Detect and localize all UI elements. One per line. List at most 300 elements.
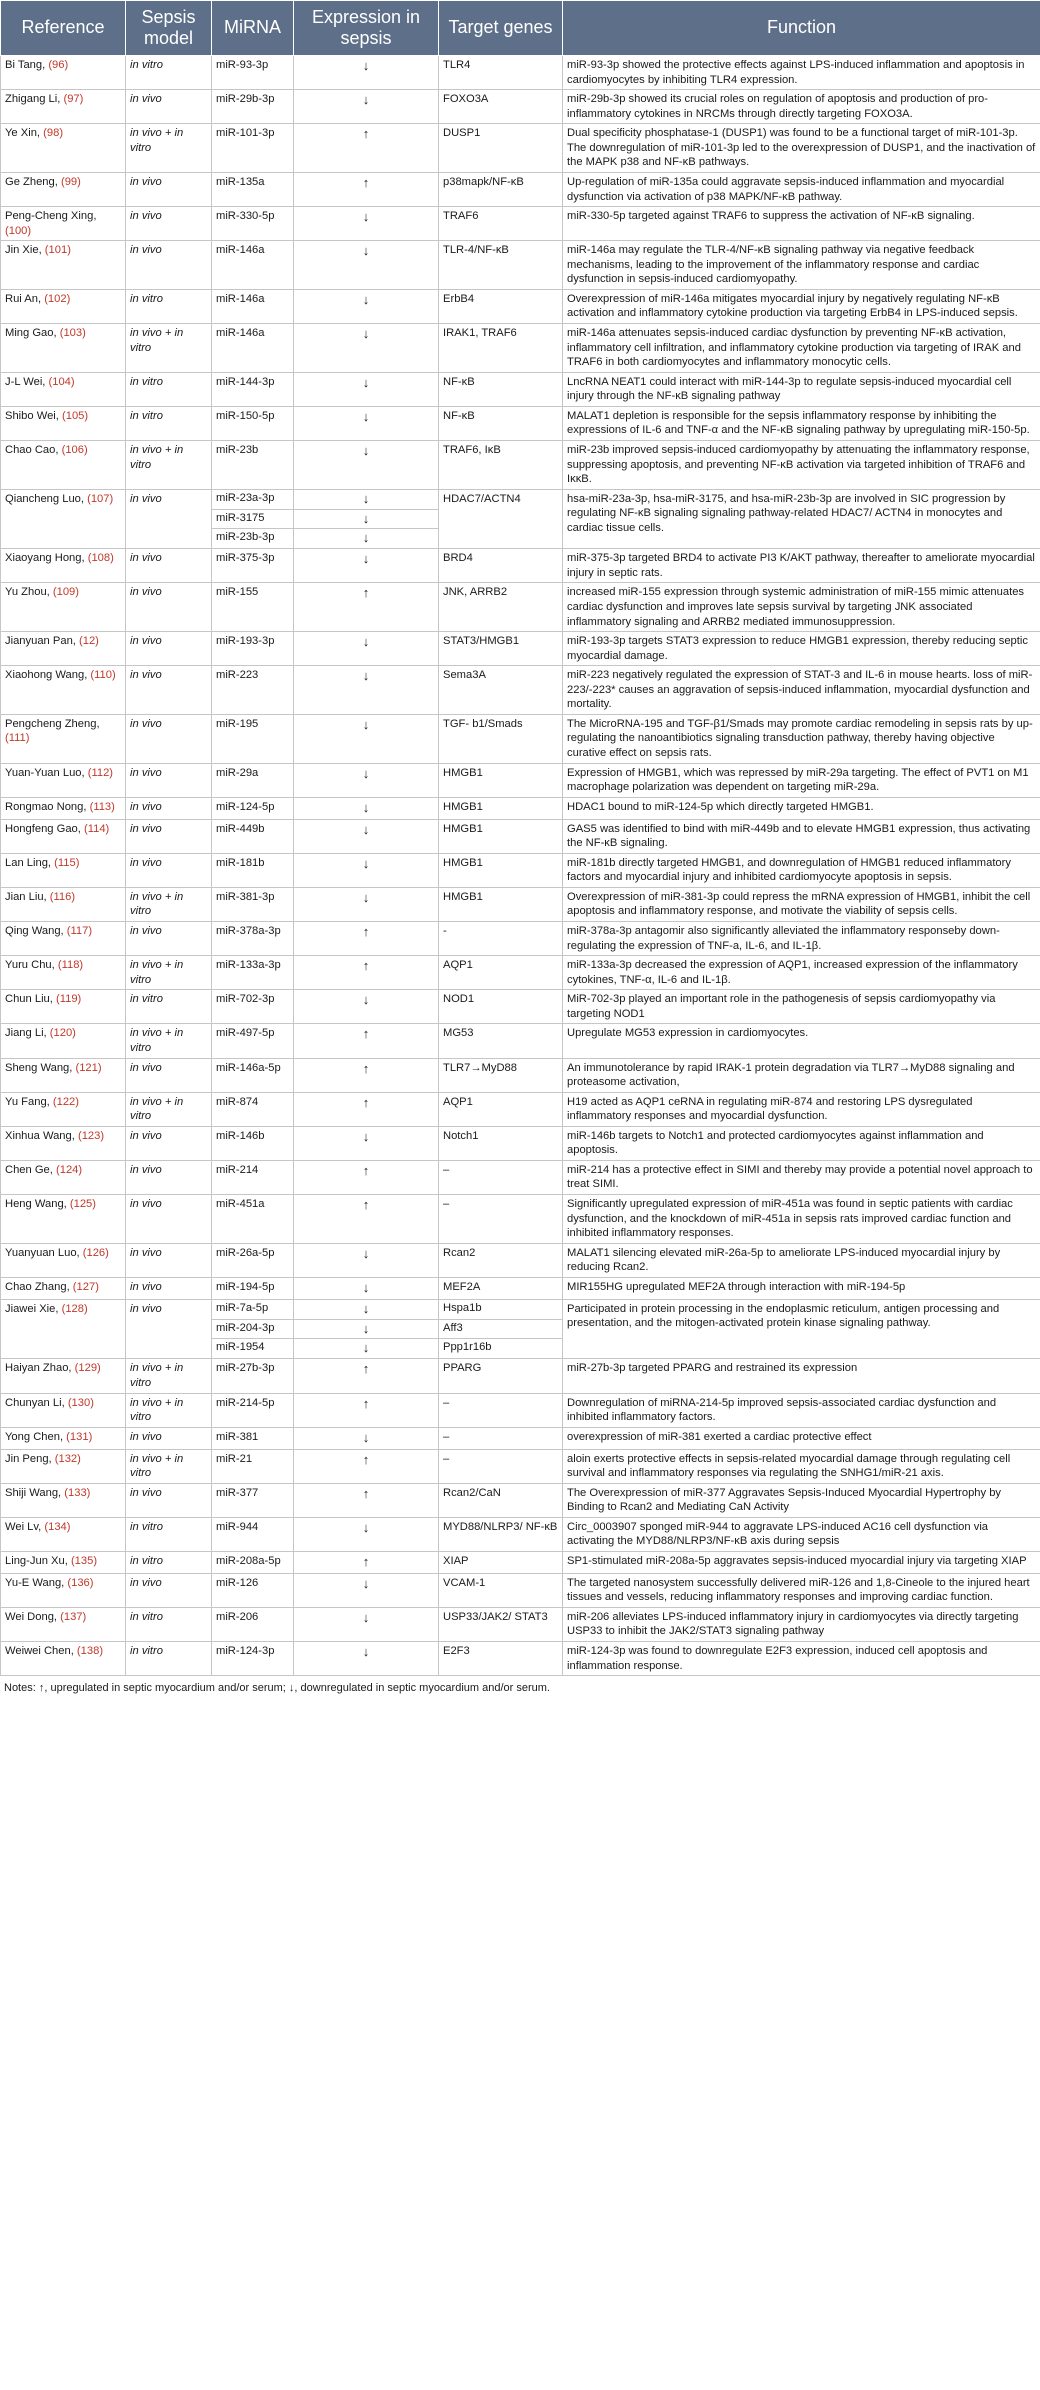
reference-cell — [1, 763, 126, 797]
reference-cell — [1, 289, 126, 323]
reference-citation-link[interactable]: (131) — [66, 1430, 93, 1443]
reference-cell — [1, 583, 126, 632]
reference-author: Qing Wang, — [5, 925, 67, 937]
reference-cell — [1, 1449, 126, 1483]
reference-cell — [1, 887, 126, 921]
reference-cell — [1, 1243, 126, 1277]
reference-citation-link[interactable]: (109) — [52, 586, 80, 599]
target-genes-cell: AQP1 — [439, 1092, 563, 1126]
sepsis-model-cell: in vivo — [126, 207, 212, 241]
sepsis-model-cell: in vivo + in vitro — [126, 1449, 212, 1483]
table-row — [1, 440, 1040, 489]
header-sepsis-model: Sepsis model — [126, 1, 212, 56]
reference-citation-link[interactable]: (133) — [64, 1486, 91, 1499]
expression-cell: ↑ — [294, 1024, 439, 1058]
table-row — [1, 1642, 1040, 1676]
sepsis-model-cell: in vivo + in vitro — [126, 440, 212, 489]
target-genes-cell: – — [439, 1160, 563, 1194]
expression-cell: ↓ — [294, 529, 439, 549]
reference-citation-link[interactable]: (108) — [87, 552, 114, 565]
table-row — [1, 549, 1040, 583]
reference-author: Chao Cao, — [5, 443, 62, 456]
sepsis-model-cell: in vivo + in vitro — [126, 124, 212, 173]
target-genes-cell: USP33/JAK2/ STAT3 — [439, 1607, 563, 1641]
table-row — [1, 1058, 1040, 1092]
expression-cell: ↑ — [294, 1058, 439, 1092]
reference-author: Xiaoyang Hong, — [5, 552, 88, 565]
target-genes-cell: AQP1 — [439, 956, 563, 990]
reference-author: Chun Liu, — [5, 993, 56, 1006]
sepsis-model-cell: in vivo — [126, 1299, 212, 1359]
reference-cell — [1, 1517, 126, 1551]
reference-citation-link[interactable]: (99) — [60, 175, 81, 188]
sepsis-model-cell: in vivo + in vitro — [126, 1024, 212, 1058]
mirna-cell: miR-23a-3p — [212, 489, 294, 509]
reference-citation-link[interactable]: (110) — [90, 669, 116, 682]
sepsis-model-cell: in vitro — [126, 56, 212, 90]
mirna-cell: miR-155 — [212, 583, 294, 632]
target-genes-cell: NF-κB — [439, 406, 563, 440]
sepsis-model-cell: in vivo — [126, 1483, 212, 1517]
mirna-cell: miR-944 — [212, 1517, 294, 1551]
table-row — [1, 1517, 1040, 1551]
sepsis-model-cell: in vivo — [126, 1195, 212, 1244]
reference-citation-link[interactable]: (105) — [62, 409, 89, 422]
table-row — [1, 1359, 1040, 1393]
reference-citation-link[interactable]: (130) — [67, 1396, 94, 1409]
reference-citation-link[interactable]: (101) — [44, 244, 71, 257]
sepsis-model-cell: in vivo — [126, 763, 212, 797]
expression-cell: ↑ — [294, 1393, 439, 1427]
table-row — [1, 207, 1040, 241]
reference-cell — [1, 1483, 126, 1517]
function-cell: overexpression of miR-381 exerted a cardiac protective effect — [563, 1427, 1040, 1449]
function-cell: Upregulate MG53 expression in cardiomyocytes. — [563, 1024, 1040, 1058]
reference-citation-link[interactable]: (135) — [70, 1554, 98, 1567]
reference-citation-link[interactable]: (12) — [79, 635, 99, 648]
function-cell: LncRNA NEAT1 could interact with miR-144-3p to regulate sepsis-induced myocardial cell injury through the NF-κB signaling pathway — [563, 372, 1040, 406]
table-row — [1, 124, 1040, 173]
target-genes-cell: – — [439, 1449, 563, 1483]
function-cell: H19 acted as AQP1 ceRNA in regulating miR-874 and restoring LPS dysregulated inflammatory responses and myocardial dysfunction. — [563, 1092, 1040, 1126]
mirna-cell: miR-146b — [212, 1126, 294, 1160]
reference-citation-link[interactable]: (124) — [56, 1163, 83, 1176]
table-row — [1, 1299, 1040, 1319]
reference-citation-link[interactable]: (126) — [82, 1246, 109, 1259]
mirna-cell: miR-206 — [212, 1607, 294, 1641]
expression-cell: ↑ — [294, 956, 439, 990]
target-genes-cell: Ppp1r16b — [439, 1339, 563, 1359]
table-row — [1, 797, 1040, 819]
reference-citation-link[interactable]: (114) — [84, 822, 110, 835]
reference-citation-link[interactable]: (115) — [54, 856, 80, 869]
table-row — [1, 1551, 1040, 1573]
target-genes-cell: BRD4 — [439, 549, 563, 583]
function-cell: MALAT1 silencing elevated miR-26a-5p to ameliorate LPS-induced myocardial injury by reducing Rcan2. — [563, 1243, 1040, 1277]
expression-cell: ↑ — [294, 1195, 439, 1244]
reference-author: Shibo Wei, — [5, 409, 63, 422]
expression-cell: ↓ — [294, 56, 439, 90]
table-row — [1, 1607, 1040, 1641]
expression-cell: ↓ — [294, 763, 439, 797]
expression-cell: ↓ — [294, 1319, 439, 1339]
reference-citation-link[interactable]: (97) — [63, 93, 84, 106]
mirna-cell: miR-27b-3p — [212, 1359, 294, 1393]
reference-author: Ge Zheng, — [5, 175, 61, 188]
target-genes-cell: VCAM-1 — [439, 1573, 563, 1607]
target-genes-cell: HMGB1 — [439, 887, 563, 921]
header-mirna: MiRNA — [212, 1, 294, 56]
reference-citation-link[interactable]: (117) — [66, 925, 93, 937]
function-cell: miR-181b directly targeted HMGB1, and downregulation of HMGB1 reduced inflammatory factors and myocardial injury and inhibited cardiomyocyte apoptosis in sepsis. — [563, 853, 1040, 887]
reference-citation-link[interactable]: (104) — [48, 375, 75, 388]
table-row — [1, 1024, 1040, 1058]
function-cell: HDAC1 bound to miR-124-5p which directly targeted HMGB1. — [563, 797, 1040, 819]
reference-citation-link[interactable]: (100) — [5, 224, 32, 237]
function-cell: hsa-miR-23a-3p, hsa-miR-3175, and hsa-miR-23b-3p are involved in SIC progression by regulating NF-κB signaling signaling pathway-related HDAC7/ ACTN4 in monocytes and cardiac tissue cells. — [563, 489, 1040, 549]
reference-citation-link[interactable]: (134) — [44, 1520, 71, 1533]
reference-citation-link[interactable]: (102) — [44, 292, 71, 305]
reference-author: Weiwei Chen, — [5, 1645, 77, 1658]
expression-cell: ↓ — [294, 509, 439, 529]
table-row — [1, 990, 1040, 1024]
expression-cell: ↓ — [294, 372, 439, 406]
function-cell: miR-124-3p was found to downregulate E2F3 expression, induced cell apoptosis and inflammation response. — [563, 1642, 1040, 1676]
sepsis-model-cell: in vivo — [126, 819, 212, 853]
expression-cell: ↓ — [294, 406, 439, 440]
expression-cell: ↓ — [294, 324, 439, 373]
reference-cell — [1, 1058, 126, 1092]
expression-cell: ↑ — [294, 1092, 439, 1126]
reference-cell — [1, 714, 126, 763]
sepsis-model-cell: in vitro — [126, 406, 212, 440]
target-genes-cell: TLR4 — [439, 56, 563, 90]
reference-citation-link[interactable]: (121) — [75, 1061, 102, 1074]
mirna-cell: miR-101-3p — [212, 124, 294, 173]
reference-cell — [1, 853, 126, 887]
reference-citation-link[interactable]: (125) — [69, 1198, 97, 1210]
reference-cell — [1, 1299, 126, 1359]
target-genes-cell: HMGB1 — [439, 763, 563, 797]
table-row — [1, 1126, 1040, 1160]
table-row — [1, 1393, 1040, 1427]
target-genes-cell: MG53 — [439, 1024, 563, 1058]
mirna-cell: miR-193-3p — [212, 632, 294, 666]
reference-author: Chunyan Li, — [5, 1396, 68, 1409]
table-row — [1, 1573, 1040, 1607]
reference-citation-link[interactable]: (128) — [61, 1302, 88, 1315]
function-cell: increased miR-155 expression through systemic administration of miR-155 mimic attenuates cardiac dysfunction and improves late sepsis survival by targeting JNK associated inflammatory signaling and ARRB2 mediated immunosuppression. — [563, 583, 1040, 632]
expression-cell: ↓ — [294, 90, 439, 124]
sepsis-model-cell: in vivo — [126, 632, 212, 666]
reference-cell — [1, 922, 126, 956]
mirna-cell: miR-146a — [212, 324, 294, 373]
reference-citation-link[interactable]: (111) — [5, 732, 30, 745]
reference-cell — [1, 372, 126, 406]
reference-citation-link[interactable]: (136) — [67, 1576, 94, 1589]
expression-cell: ↓ — [294, 1339, 439, 1359]
target-genes-cell: HMGB1 — [439, 819, 563, 853]
expression-cell: ↓ — [294, 489, 439, 509]
function-cell: The Overexpression of miR-377 Aggravates Sepsis-Induced Myocardial Hypertrophy by Binding to Rcan2 and Mediating CaN Activity — [563, 1483, 1040, 1517]
expression-cell: ↓ — [294, 853, 439, 887]
reference-citation-link[interactable]: (98) — [43, 127, 64, 140]
sepsis-model-cell: in vivo — [126, 172, 212, 206]
header-reference: Reference — [1, 1, 126, 56]
function-cell: miR-27b-3p targeted PPARG and restrained its expression — [563, 1359, 1040, 1393]
reference-citation-link[interactable]: (137) — [60, 1610, 87, 1623]
table-row — [1, 1449, 1040, 1483]
table-notes: Notes: ↑, upregulated in septic myocardium and/or serum; ↓, downregulated in septic myocardium and/or serum. — [4, 1682, 550, 1695]
reference-citation-link[interactable]: (116) — [49, 890, 76, 903]
sepsis-model-cell: in vivo — [126, 1160, 212, 1194]
reference-author: Chen Ge, — [5, 1163, 56, 1176]
reference-cell — [1, 172, 126, 206]
mirna-cell: miR-1954 — [212, 1339, 294, 1359]
reference-author: Lan Ling, — [5, 856, 55, 869]
reference-citation-link[interactable]: (122) — [52, 1095, 80, 1108]
mirna-cell: miR-29a — [212, 763, 294, 797]
sepsis-model-cell: in vivo — [126, 1573, 212, 1607]
sepsis-model-cell: in vivo — [126, 1427, 212, 1449]
function-cell: Expression of HMGB1, which was repressed by miR-29a targeting. The effect of PVT1 on M1 macrophage polarization was dependent on targeting miR-29a. — [563, 763, 1040, 797]
function-cell: miR-29b-3p showed its crucial roles on regulation of apoptosis and production of pro-inflammatory cytokines in NRCMs through directly targeting FOXO3A. — [563, 90, 1040, 124]
target-genes-cell: - — [439, 922, 563, 956]
reference-author: Yu Fang, — [5, 1095, 53, 1108]
reference-cell — [1, 797, 126, 819]
mirna-cell: miR-3175 — [212, 509, 294, 529]
reference-cell — [1, 90, 126, 124]
reference-citation-link[interactable]: (119) — [56, 993, 82, 1006]
reference-author: Peng-Cheng Xing, — [5, 210, 97, 223]
reference-cell — [1, 1160, 126, 1194]
reference-citation-link[interactable]: (118) — [57, 959, 84, 972]
reference-author: Ling-Jun Xu, — [5, 1554, 71, 1567]
expression-cell: ↓ — [294, 549, 439, 583]
function-cell: Dual specificity phosphatase-1 (DUSP1) was found to be a functional target of miR-101-3p. The downregulation of miR-101-3p led to the overexpression of DUSP1, and the inactivation of the MAPK p38 and NF-κB pathways. — [563, 124, 1040, 173]
reference-cell — [1, 666, 126, 715]
reference-author: Hongfeng Gao, — [5, 822, 84, 835]
function-cell: miR-146a may regulate the TLR-4/NF-κB signaling pathway via negative feedback mechanisms, leading to the improvement of the inflammatory response and cardiac dysfunction in sepsis-induced cardiomyopathy. — [563, 241, 1040, 290]
table-row — [1, 1483, 1040, 1517]
mirna-cell: miR-26a-5p — [212, 1243, 294, 1277]
sepsis-model-cell: in vivo — [126, 583, 212, 632]
expression-cell: ↓ — [294, 887, 439, 921]
mirna-cell: miR-93-3p — [212, 56, 294, 90]
function-cell: MIR155HG upregulated MEF2A through interaction with miR-194-5p — [563, 1277, 1040, 1299]
reference-author: Jianyuan Pan, — [5, 635, 80, 648]
table-row — [1, 887, 1040, 921]
expression-cell: ↓ — [294, 1277, 439, 1299]
header-expression: Expression in sepsis — [294, 1, 439, 56]
target-genes-cell: MEF2A — [439, 1277, 563, 1299]
reference-cell — [1, 1024, 126, 1058]
mirna-cell: miR-378a-3p — [212, 922, 294, 956]
target-genes-cell: p38mapk/NF-κB — [439, 172, 563, 206]
function-cell: miR-206 alleviates LPS-induced inflammatory injury in cardiomyocytes via directly targeting USP33 to inhibit the JAK2/STAT3 signaling pathway — [563, 1607, 1040, 1641]
table-row — [1, 289, 1040, 323]
reference-citation-link[interactable]: (106) — [61, 443, 88, 456]
reference-cell — [1, 1277, 126, 1299]
sepsis-model-cell: in vivo — [126, 1277, 212, 1299]
reference-author: Ye Xin, — [5, 127, 44, 140]
reference-cell — [1, 1126, 126, 1160]
table-row — [1, 763, 1040, 797]
function-cell: miR-93-3p showed the protective effects against LPS-induced inflammation and apoptosis in cardiomyocytes by inhibiting TLR4 expression. — [563, 56, 1040, 90]
reference-author: Wei Dong, — [5, 1610, 61, 1623]
reference-citation-link[interactable]: (123) — [77, 1129, 105, 1142]
reference-cell — [1, 1092, 126, 1126]
table-row — [1, 1277, 1040, 1299]
target-genes-cell: TGF- b1/Smads — [439, 714, 563, 763]
reference-cell — [1, 207, 126, 241]
mirna-cell: miR-29b-3p — [212, 90, 294, 124]
mirna-cell: miR-223 — [212, 666, 294, 715]
reference-cell — [1, 1359, 126, 1393]
reference-author: Yu-E Wang, — [5, 1576, 68, 1589]
table-row — [1, 56, 1040, 90]
target-genes-cell: Aff3 — [439, 1319, 563, 1339]
expression-cell: ↑ — [294, 1551, 439, 1573]
sepsis-model-cell: in vivo — [126, 853, 212, 887]
sepsis-model-cell: in vitro — [126, 372, 212, 406]
table-row — [1, 583, 1040, 632]
function-cell: miR-23b improved sepsis-induced cardiomyopathy by attenuating the inflammatory response, suppressing apoptosis, and preventing NF-κB activation via targeted inhibition of TRAF6 and IκκB. — [563, 440, 1040, 489]
reference-citation-link[interactable]: (103) — [59, 327, 86, 339]
reference-author: Wei Lv, — [5, 1520, 45, 1533]
mirna-cell: miR-214 — [212, 1160, 294, 1194]
mirna-cell: miR-135a — [212, 172, 294, 206]
target-genes-cell: TLR7→MyD88 — [439, 1058, 563, 1092]
table-row — [1, 172, 1040, 206]
reference-citation-link[interactable]: (127) — [72, 1280, 99, 1293]
reference-citation-link[interactable]: (120) — [49, 1027, 76, 1040]
function-cell: miR-223 negatively regulated the expression of STAT-3 and IL-6 in mouse hearts. loss of miR-223/-223* causes an aggravation of sepsis-induced inflammation, myocardial dysfunction and mortality. — [563, 666, 1040, 715]
reference-cell — [1, 489, 126, 549]
expression-cell: ↓ — [294, 1243, 439, 1277]
reference-citation-link[interactable]: (132) — [54, 1452, 81, 1465]
mirna-cell: miR-214-5p — [212, 1393, 294, 1427]
reference-author: Rongmao Nong, — [5, 800, 90, 813]
sepsis-model-cell: in vivo — [126, 1058, 212, 1092]
mirna-cell: miR-146a-5p — [212, 1058, 294, 1092]
function-cell: aloin exerts protective effects in sepsis-related myocardial damage through regulating cell survival and inflammatory responses via regulating the SNHG1/miR-21 axis. — [563, 1449, 1040, 1483]
sepsis-model-cell: in vivo — [126, 1243, 212, 1277]
reference-author: Pengcheng Zheng, — [5, 717, 100, 730]
expression-cell: ↓ — [294, 632, 439, 666]
target-genes-cell: Sema3A — [439, 666, 563, 715]
sepsis-model-cell: in vivo + in vitro — [126, 956, 212, 990]
table-row — [1, 714, 1040, 763]
table-row — [1, 324, 1040, 373]
function-cell: miR-214 has a protective effect in SIMI and thereby may provide a potential novel approach to treat SIMI. — [563, 1160, 1040, 1194]
reference-cell — [1, 549, 126, 583]
expression-cell: ↓ — [294, 1126, 439, 1160]
function-cell: Downregulation of miRNA-214-5p improved sepsis-associated cardiac dysfunction and inhibited inflammatory factors. — [563, 1393, 1040, 1427]
reference-author: Ming Gao, — [5, 327, 60, 339]
reference-author: Jian Liu, — [5, 890, 50, 903]
reference-author: Zhigang Li, — [5, 93, 64, 106]
table-row — [1, 632, 1040, 666]
mirna-cell: miR-497-5p — [212, 1024, 294, 1058]
reference-citation-link[interactable]: (96) — [48, 59, 69, 71]
sepsis-model-cell: in vivo — [126, 714, 212, 763]
expression-cell: ↓ — [294, 207, 439, 241]
mirna-cell: miR-133a-3p — [212, 956, 294, 990]
mirna-cell: miR-23b-3p — [212, 529, 294, 549]
function-cell: The targeted nanosystem successfully delivered miR-126 and 1,8-Cineole to the injured heart tissues and vessels, reducing inflammatory responses and improving cardiac function. — [563, 1573, 1040, 1607]
reference-citation-link[interactable]: (138) — [76, 1645, 104, 1658]
mirna-cell: miR-126 — [212, 1573, 294, 1607]
reference-citation-link[interactable]: (107) — [87, 492, 114, 505]
target-genes-cell: – — [439, 1427, 563, 1449]
function-cell: MiR-702-3p played an important role in the pathogenesis of sepsis cardiomyopathy via targeting NOD1 — [563, 990, 1040, 1024]
expression-cell: ↓ — [294, 289, 439, 323]
mirna-cell: miR-144-3p — [212, 372, 294, 406]
expression-cell: ↑ — [294, 124, 439, 173]
reference-citation-link[interactable]: (113) — [89, 800, 115, 813]
expression-cell: ↓ — [294, 1607, 439, 1641]
expression-cell: ↓ — [294, 1517, 439, 1551]
reference-cell — [1, 440, 126, 489]
reference-cell — [1, 1642, 126, 1676]
reference-author: Jiawei Xie, — [5, 1302, 62, 1315]
reference-citation-link[interactable]: (129) — [74, 1362, 101, 1375]
target-genes-cell: Rcan2 — [439, 1243, 563, 1277]
function-cell: miR-330-5p targeted against TRAF6 to suppress the activation of NF-κB signaling. — [563, 207, 1040, 241]
function-cell: miR-193-3p targets STAT3 expression to reduce HMGB1 expression, thereby reducing septic myocardial damage. — [563, 632, 1040, 666]
mirna-cell: miR-204-3p — [212, 1319, 294, 1339]
mirna-cell: miR-146a — [212, 289, 294, 323]
function-cell: SP1-stimulated miR-208a-5p aggravates sepsis-induced myocardial injury via targeting XIAP — [563, 1551, 1040, 1573]
reference-cell — [1, 124, 126, 173]
sepsis-model-cell: in vitro — [126, 1642, 212, 1676]
expression-cell: ↓ — [294, 440, 439, 489]
reference-author: J-L Wei, — [5, 375, 49, 388]
mirna-cell: miR-377 — [212, 1483, 294, 1517]
reference-author: Yuan-Yuan Luo, — [5, 766, 88, 779]
mirna-cell: miR-874 — [212, 1092, 294, 1126]
reference-author: Rui An, — [5, 292, 45, 305]
reference-cell — [1, 1551, 126, 1573]
table-body — [1, 56, 1040, 1676]
target-genes-cell: HMGB1 — [439, 797, 563, 819]
table-row — [1, 1195, 1040, 1244]
mirna-cell: miR-146a — [212, 241, 294, 290]
sepsis-model-cell: in vivo + in vitro — [126, 1359, 212, 1393]
reference-author: Qiancheng Luo, — [5, 492, 88, 505]
expression-cell: ↑ — [294, 1449, 439, 1483]
sepsis-model-cell: in vivo — [126, 90, 212, 124]
reference-cell — [1, 1393, 126, 1427]
function-cell: miR-375-3p targeted BRD4 to activate PI3 K/AKT pathway, thereafter to ameliorate myocardial injury in septic rats. — [563, 549, 1040, 583]
reference-cell — [1, 956, 126, 990]
target-genes-cell: Notch1 — [439, 1126, 563, 1160]
target-genes-cell: PPARG — [439, 1359, 563, 1393]
table-row — [1, 922, 1040, 956]
target-genes-cell: – — [439, 1393, 563, 1427]
expression-cell: ↓ — [294, 1573, 439, 1607]
function-cell: Up-regulation of miR-135a could aggravate sepsis-induced inflammation and myocardial dysfunction via activation of p38 MAPK/NF-κB pathway. — [563, 172, 1040, 206]
target-genes-cell: DUSP1 — [439, 124, 563, 173]
table-row — [1, 241, 1040, 290]
table-row — [1, 666, 1040, 715]
sepsis-model-cell: in vivo — [126, 1126, 212, 1160]
expression-cell: ↑ — [294, 1359, 439, 1393]
mirna-cell: miR-150-5p — [212, 406, 294, 440]
reference-citation-link[interactable]: (112) — [87, 766, 114, 779]
function-cell: Overexpression of miR-146a mitigates myocardial injury by negatively regulating NF-κB activation and inflammatory cytokine production via targeting ErbB4 in LPS-induced sepsis. — [563, 289, 1040, 323]
